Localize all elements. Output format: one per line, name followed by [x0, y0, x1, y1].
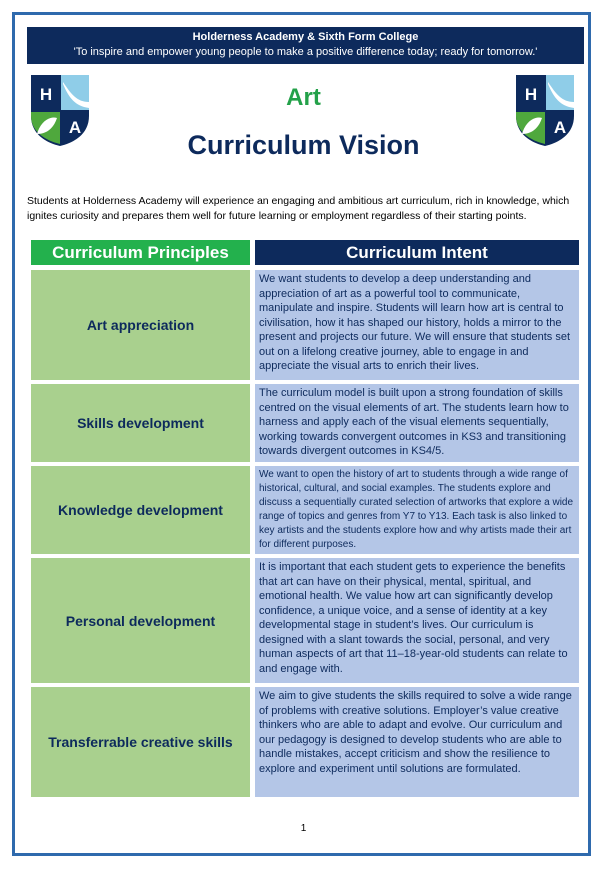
intent-cell: We aim to give students the skills required to solve a wide range of problems with creative solutions. Employer’s value creative thinkers who are able to adapt and evolve. Our curriculum and our pedagogy is designed to develop students who are able to handle mistakes, accept criticism and show the resilience to explore and experiment until solutions are formulated.	[255, 687, 579, 797]
logo-letter-a: A	[68, 118, 82, 137]
intro-paragraph: Students at Holderness Academy will experience an engaging and ambitious art curriculum, rich in knowledge, which ignites curiosity and prepares them well for future learning or employment regardless of their starting points.	[27, 195, 570, 222]
principle-cell: Art appreciation	[31, 270, 250, 380]
table-row	[31, 270, 579, 380]
logo-letter-h: H	[524, 85, 538, 104]
school-motto: 'To inspire and empower young people to make a positive difference today; ready for tomorrow.'	[73, 46, 538, 58]
logo-letter-a: A	[553, 118, 567, 137]
logo-letter-h: H	[39, 85, 53, 104]
principle-cell: Transferrable creative skills	[31, 687, 250, 797]
intent-cell: The curriculum model is built upon a strong foundation of skills centred on the visual elements of art. The students learn how to harness and apply each of the visual elements sequentially, working towards convergent outcomes in KS3 and transitioning towards divergent outcomes in KS4/5.	[255, 384, 579, 462]
table-row	[31, 687, 579, 797]
table-row	[31, 558, 579, 683]
intent-cell: We want students to develop a deep understanding and appreciation of art as a powerful tool to communicate, manipulate and inspire. Students will learn how art is central to civilisation, how it has shaped our history, holds a mirror to the present and projects our future. We will ensure that students set out on a lifelong creative journey, able to engage in and appreciate the visual arts to enrich their lives.	[255, 270, 579, 380]
school-name: Holderness Academy & Sixth Form College	[192, 31, 419, 43]
page-number: 1	[300, 823, 307, 834]
column-header-principles: Curriculum Principles	[31, 240, 250, 265]
table-row	[31, 466, 579, 554]
intent-cell: We want to open the history of art to students through a wide range of historical, cultural, and social examples. The students explore and discuss a sequentially curated selection of artworks that explore a wide range of topics and genres from Y7 to Y13. Each task is also linked to key artists and the students explore how and why artists made their art for different purposes.	[255, 466, 579, 554]
principle-cell: Personal development	[31, 558, 250, 683]
principle-cell: Skills development	[31, 384, 250, 462]
page-title: Curriculum Vision	[187, 130, 420, 160]
table-row	[31, 384, 579, 462]
intent-cell: It is important that each student gets to experience the benefits that art can have on their physical, mental, spiritual, and emotional health. We value how art can significantly develop confidence, a unique voice, and a sense of identity at a key developmental stage in student’s lives. Our curriculum is designed with a slant towards the social, personal, and very human aspects of art that 11–18-year-old students can relate to and engage with.	[255, 558, 579, 683]
header-banner	[27, 27, 584, 64]
column-header-intent: Curriculum Intent	[255, 240, 579, 265]
principle-cell: Knowledge development	[31, 466, 250, 554]
subject-heading: Art	[286, 84, 321, 111]
